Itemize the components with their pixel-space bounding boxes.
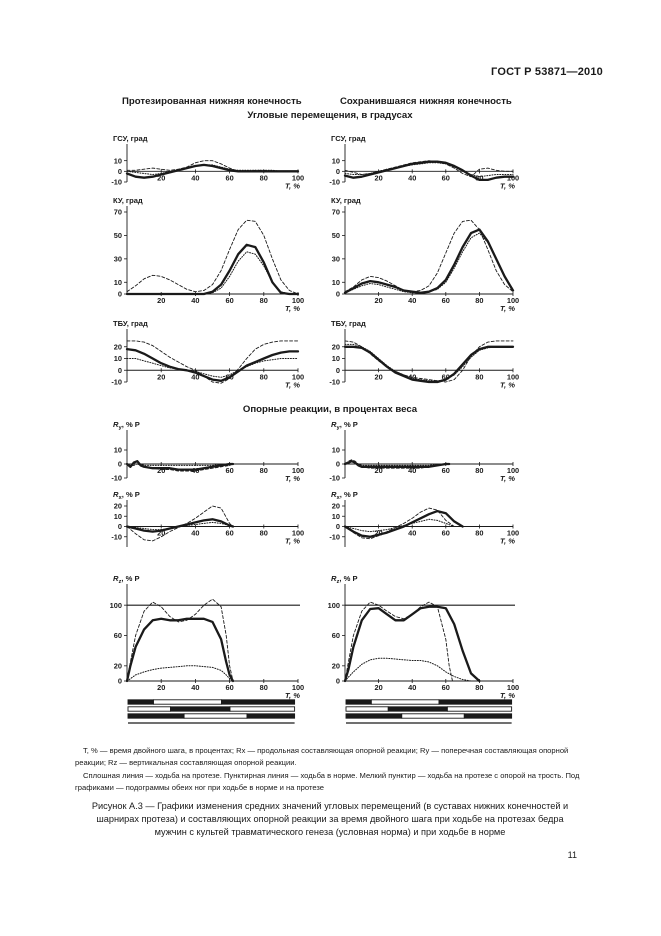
- figure-caption: Рисунок А.3 — Графики изменения средних значений угловых перемещений (в суставах нижних конечностей и шарнирах протеза) и составляющих опорной реакции за время двойного шага при ходьбе на протезах бедра мужчин с культей травматического генеза (условная норма) и при ходьбе в норме: [91, 801, 569, 837]
- rx-left-x-tick-label: 20: [157, 528, 166, 538]
- ankle-left-x-label: T, %: [284, 380, 300, 390]
- ry-right-x-tick-label: 100: [506, 466, 520, 475]
- knee-left-series-dotted: [127, 252, 298, 294]
- knee-left-y-tick-label: 30: [113, 254, 122, 264]
- ankle-left-y-tick-label: -10: [111, 377, 122, 387]
- right-podogram-bar: [346, 700, 371, 704]
- hip-left-x-tick-label: 40: [191, 173, 200, 183]
- ankle-left-series-solid: [127, 349, 298, 381]
- left-podogram-bar: [230, 707, 295, 711]
- ry-right-y-tick-label: -10: [329, 473, 340, 483]
- rz-right-x-tick-label: 20: [374, 683, 383, 692]
- right-podogram-bar: [346, 707, 388, 711]
- knee-right-y-tick-label: 50: [331, 231, 340, 241]
- rz-left-y-tick-label: 60: [113, 631, 122, 641]
- ry-right-x-label: T, %: [499, 474, 515, 483]
- section-title-angular: Угловые перемещения, в градусах: [247, 110, 413, 121]
- rx-left-x-tick-label: 60: [225, 528, 234, 538]
- ry-right-y-tick-label: 10: [331, 445, 340, 455]
- hip-left-x-label: T, %: [284, 181, 300, 191]
- column-title-prosthetic: Протезированная нижняя конечность: [122, 96, 302, 107]
- ankle-left-x-tick-label: 20: [157, 372, 166, 382]
- hip-right-x-tick-label: 100: [506, 173, 520, 183]
- ankle-left-series-dashed: [127, 341, 298, 383]
- rz-right-y-label: $R_z$, % P: [331, 574, 358, 585]
- rz-right-x-tick-label: 80: [475, 683, 484, 692]
- knee-right-y-tick-label: 70: [331, 207, 340, 217]
- rz-right-y-tick-label: 100: [327, 600, 340, 610]
- hip-left-y-tick-label: 0: [117, 166, 122, 176]
- ankle-right-series-dotted: [345, 344, 513, 380]
- left-podogram-bar: [171, 707, 231, 711]
- document-header: ГОСТ Р 53871—2010: [491, 66, 603, 78]
- left-podogram-bar: [128, 700, 154, 704]
- rz-right-x-tick-label: 40: [408, 683, 417, 692]
- ry-right-x-tick-label: 40: [408, 466, 417, 475]
- ankle-left-series-dotted: [127, 359, 298, 378]
- rx-right-y-tick-label: 0: [335, 522, 340, 532]
- knee-left-x-tick-label: 100: [291, 296, 305, 305]
- ankle-left-y-label: ТБУ, град: [113, 319, 148, 328]
- right-podogram-bar: [388, 707, 447, 711]
- left-podogram-bar: [222, 700, 295, 704]
- rz-left-x-tick-label: 60: [225, 683, 234, 692]
- knee-left-x-tick-label: 40: [191, 296, 200, 305]
- ankle-left-x-tick-label: 80: [259, 372, 268, 382]
- hip-left-y-tick-label: -10: [111, 177, 122, 187]
- rz-left-x-tick-label: 80: [259, 683, 268, 692]
- rz-right-y-tick-label: 0: [335, 676, 340, 686]
- knee-right-x-tick-label: 60: [441, 296, 450, 305]
- rx-left-y-tick-label: 10: [113, 511, 122, 521]
- ankle-left-y-tick-label: 10: [113, 354, 122, 364]
- knee-left-x-tick-label: 80: [259, 296, 268, 305]
- left-podogram-bar: [154, 700, 222, 704]
- rx-right-y-label: $R_x$, % P: [331, 490, 358, 501]
- ankle-right-y-tick-label: -10: [329, 377, 340, 387]
- knee-right-y-tick-label: 0: [335, 289, 340, 299]
- ry-right-y-label: $R_y$, % P: [331, 420, 358, 431]
- ry-right-x-tick-label: 20: [374, 466, 383, 475]
- knee-right-x-label: T, %: [499, 304, 515, 313]
- hip-left-x-tick-label: 60: [225, 173, 234, 183]
- legend-line-styles: Сплошная линия — ходьба на протезе. Пунктирная линия — ходьба в норме. Мелкий пунктир — ходьба на протезе с опорой на трость. Под графиками — подограммы обеих ног при ходьбе в норме и на протезе: [75, 771, 580, 792]
- rx-right-y-tick-label: 10: [331, 511, 340, 521]
- ankle-right-x-tick-label: 40: [408, 372, 417, 382]
- knee-left-y-tick-label: 70: [113, 207, 122, 217]
- ankle-left-y-tick-label: 0: [117, 365, 122, 375]
- rx-left-series-dashed: [127, 506, 233, 541]
- ry-right-x-tick-label: 60: [441, 466, 450, 475]
- hip-right-y-label: ГСУ, град: [331, 134, 366, 143]
- hip-right-x-label: T, %: [499, 181, 515, 191]
- rx-right-y-tick-label: 20: [331, 501, 340, 511]
- ankle-left-x-tick-label: 40: [191, 372, 200, 382]
- rz-left-y-label: $R_z$, % P: [113, 574, 140, 585]
- rz-left-x-tick-label: 40: [191, 683, 200, 692]
- ankle-right-x-tick-label: 100: [506, 372, 520, 382]
- right-podogram-bar: [447, 707, 511, 711]
- right-podogram-bar: [371, 700, 439, 704]
- left-podogram-bar: [247, 714, 295, 718]
- knee-left-y-label: КУ, град: [113, 196, 143, 205]
- ry-left-y-tick-label: 10: [113, 445, 122, 455]
- left-podogram-bar: [128, 707, 171, 711]
- ankle-right-x-tick-label: 20: [374, 372, 383, 382]
- ankle-left-x-tick-label: 60: [225, 372, 234, 382]
- ry-left-y-tick-label: 0: [117, 459, 122, 469]
- ankle-right-series-solid: [345, 347, 513, 382]
- knee-right-y-tick-label: 10: [331, 277, 340, 287]
- knee-left-y-tick-label: 50: [113, 231, 122, 241]
- rx-right-x-tick-label: 80: [475, 528, 484, 538]
- hip-right-y-tick-label: 10: [331, 156, 340, 166]
- hip-left-x-tick-label: 100: [291, 173, 305, 183]
- ankle-left-x-tick-label: 100: [291, 372, 305, 382]
- rz-left-series-dotted: [127, 666, 233, 681]
- rz-right-y-tick-label: 60: [331, 631, 340, 641]
- rz-left-y-tick-label: 20: [113, 661, 122, 671]
- left-podogram-bar: [184, 714, 247, 718]
- ankle-right-x-tick-label: 60: [441, 372, 450, 382]
- rx-left-x-tick-label: 80: [259, 528, 268, 538]
- knee-right-x-tick-label: 20: [374, 296, 383, 305]
- knee-left-x-label: T, %: [284, 304, 300, 313]
- hip-right-x-tick-label: 60: [441, 173, 450, 183]
- rx-left-y-tick-label: -10: [111, 532, 122, 542]
- ankle-left-y-tick-label: 20: [113, 342, 122, 352]
- knee-left-series-solid: [127, 245, 298, 294]
- right-podogram-bar: [464, 714, 511, 718]
- rx-right-x-label: T, %: [499, 536, 515, 546]
- hip-left-x-tick-label: 20: [157, 173, 166, 183]
- hip-right-x-tick-label: 20: [374, 173, 383, 183]
- knee-left-x-tick-label: 60: [225, 296, 234, 305]
- hip-left-y-tick-label: 10: [113, 156, 122, 166]
- rz-right-series-solid: [345, 607, 479, 681]
- rx-left-y-tick-label: 0: [117, 522, 122, 532]
- ankle-right-x-label: T, %: [499, 380, 515, 390]
- right-podogram-bar: [439, 700, 512, 704]
- rx-right-x-tick-label: 20: [374, 528, 383, 538]
- rx-left-series-solid: [127, 519, 233, 531]
- section-title-reaction: Опорные реакции, в процентах веса: [242, 404, 418, 415]
- knee-left-y-tick-label: 10: [113, 277, 122, 287]
- knee-left-x-tick-label: 20: [157, 296, 166, 305]
- rx-left-x-tick-label: 40: [191, 528, 200, 538]
- hip-left-x-tick-label: 80: [259, 173, 268, 183]
- rx-right-y-tick-label: -10: [329, 532, 340, 542]
- rx-right-x-tick-label: 60: [441, 528, 450, 538]
- hip-right-x-tick-label: 40: [408, 173, 417, 183]
- ry-left-x-tick-label: 80: [259, 466, 268, 475]
- knee-right-x-tick-label: 80: [475, 296, 484, 305]
- knee-right-series-dotted: [345, 233, 513, 293]
- ankle-right-y-tick-label: 10: [331, 354, 340, 364]
- ry-left-y-label: $R_y$, % P: [113, 420, 140, 431]
- knee-right-y-label: КУ, град: [331, 196, 361, 205]
- rx-right-x-tick-label: 100: [506, 528, 520, 538]
- ry-left-y-tick-label: -10: [111, 473, 122, 483]
- knee-right-y-tick-label: 30: [331, 254, 340, 264]
- hip-right-y-tick-label: -10: [329, 177, 340, 187]
- hip-right-y-tick-label: 0: [335, 166, 340, 176]
- knee-left-y-tick-label: 0: [117, 289, 122, 299]
- rx-left-y-tick-label: 20: [113, 501, 122, 511]
- right-podogram-bar: [402, 714, 465, 718]
- ry-right-x-tick-label: 80: [475, 466, 484, 475]
- rz-right-series-dashed: [345, 602, 453, 681]
- legend-notation: T, % — время двойного шага, в процентах; Rx — продольная составляющая опорной реакции; Ry — поперечная составляющая опорной реакции; Rz — вертикальная составляющая опорной реакции.: [75, 746, 569, 767]
- hip-left-y-label: ГСУ, град: [113, 134, 148, 143]
- ry-right-y-tick-label: 0: [335, 459, 340, 469]
- right-podogram-bar: [346, 714, 402, 718]
- rz-right-x-tick-label: 60: [441, 683, 450, 692]
- rz-right-y-tick-label: 20: [331, 661, 340, 671]
- page-number: 11: [567, 850, 577, 860]
- ankle-right-y-label: ТБУ, град: [331, 319, 366, 328]
- ry-left-x-tick-label: 40: [191, 466, 200, 475]
- rx-left-x-label: T, %: [284, 536, 300, 546]
- ry-left-x-tick-label: 100: [291, 466, 305, 475]
- ankle-right-y-tick-label: 20: [331, 342, 340, 352]
- rx-right-x-tick-label: 40: [408, 528, 417, 538]
- knee-right-x-tick-label: 100: [506, 296, 520, 305]
- rz-right-series-dotted: [345, 658, 479, 681]
- knee-right-x-tick-label: 40: [408, 296, 417, 305]
- rz-left-y-tick-label: 0: [117, 676, 122, 686]
- rz-right-x-tick-label: 100: [506, 683, 520, 692]
- ry-left-x-tick-label: 60: [225, 466, 234, 475]
- column-title-intact: Сохранившаяся нижняя конечность: [340, 96, 512, 107]
- rz-right-x-label: T, %: [499, 691, 515, 700]
- rx-left-x-tick-label: 100: [291, 528, 305, 538]
- rz-left-x-tick-label: 20: [157, 683, 166, 692]
- rz-left-x-label: T, %: [284, 691, 300, 700]
- ankle-right-y-tick-label: 0: [335, 365, 340, 375]
- rz-left-y-tick-label: 100: [109, 600, 122, 610]
- ry-left-x-label: T, %: [284, 474, 300, 483]
- rx-left-y-label: $R_x$, % P: [113, 490, 140, 501]
- hip-right-x-tick-label: 80: [475, 173, 484, 183]
- rz-left-series-solid: [127, 619, 233, 681]
- left-podogram-bar: [128, 714, 184, 718]
- ankle-right-x-tick-label: 80: [475, 372, 484, 382]
- ry-left-x-tick-label: 20: [157, 466, 166, 475]
- rz-left-x-tick-label: 100: [291, 683, 305, 692]
